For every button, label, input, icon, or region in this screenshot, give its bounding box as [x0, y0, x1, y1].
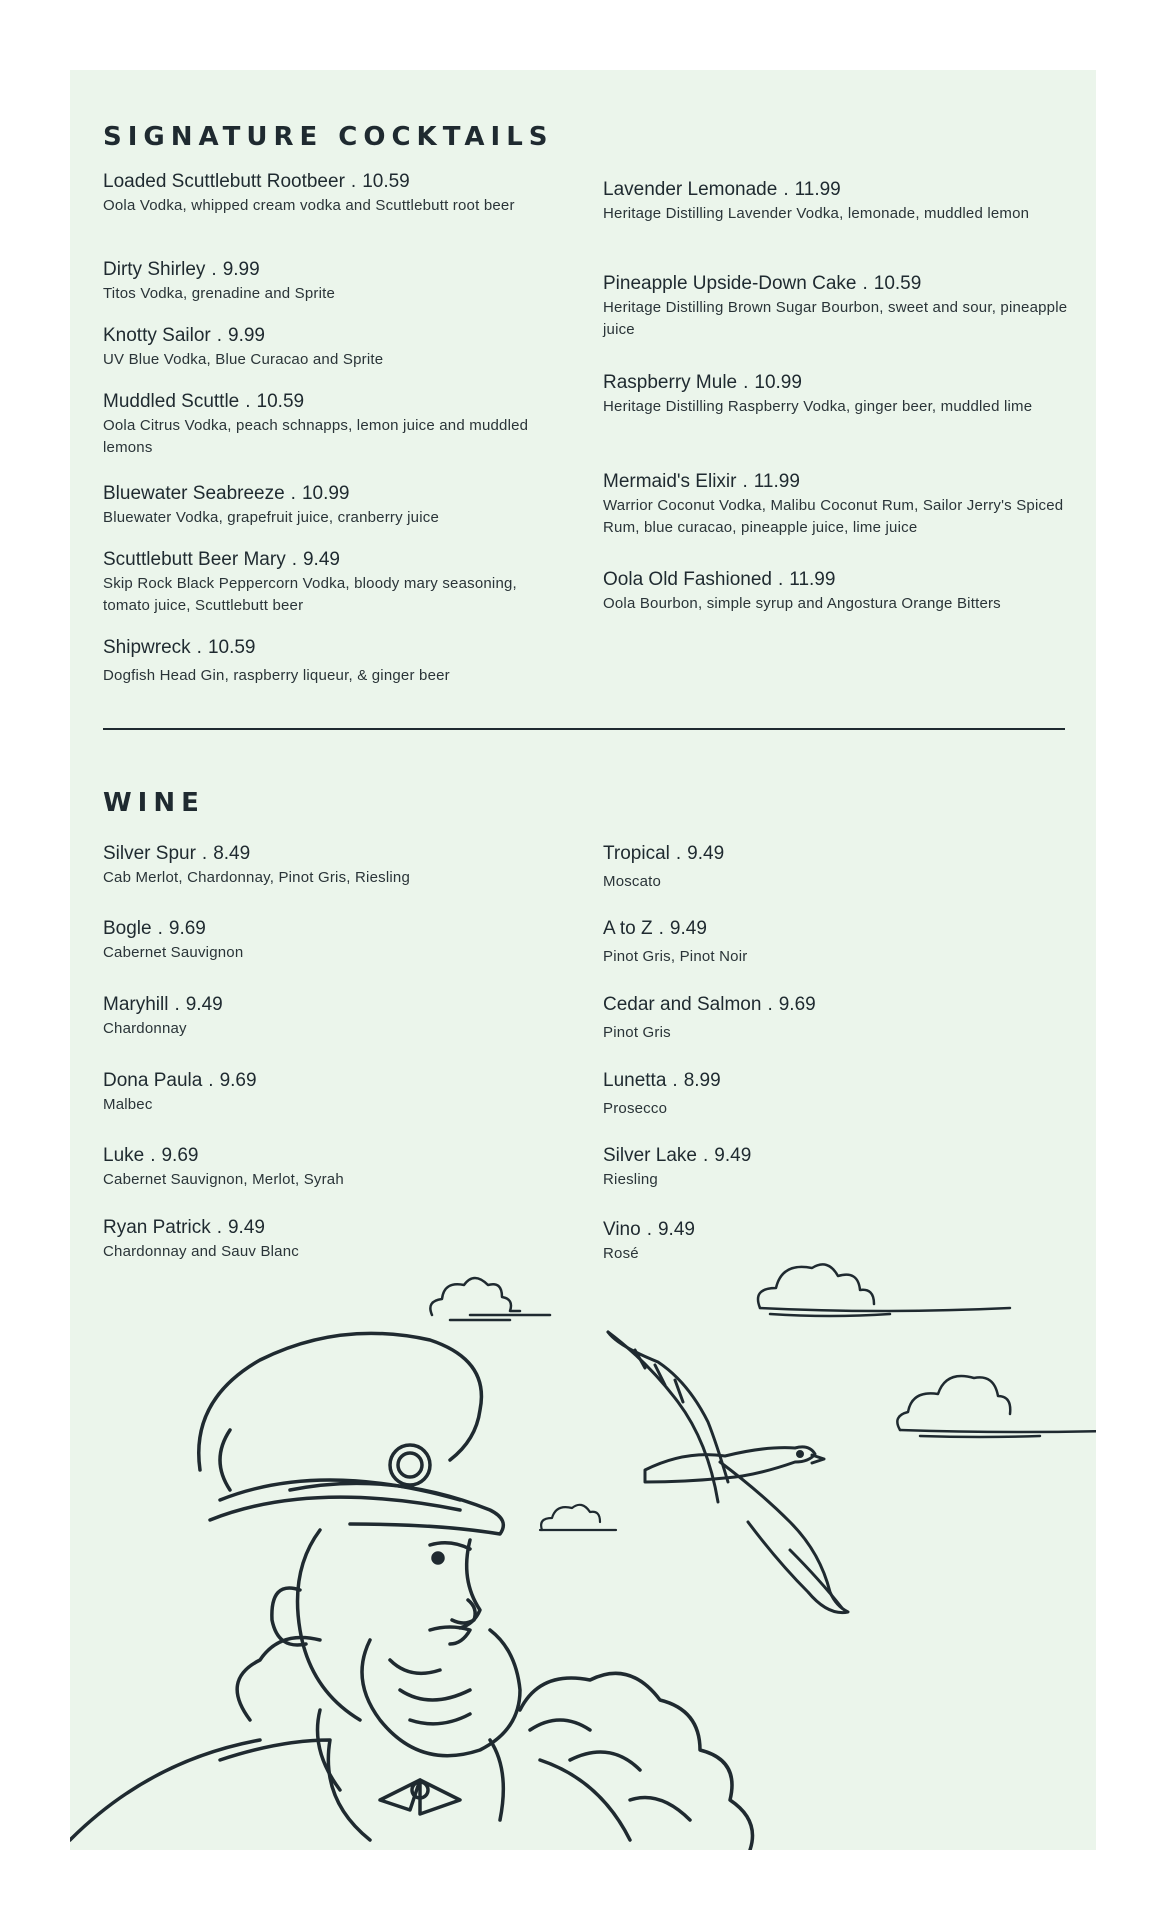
item-price: 11.99: [794, 179, 841, 200]
item-separator: .: [211, 259, 217, 280]
item-separator: .: [157, 918, 163, 939]
item-price: 9.49: [687, 843, 725, 864]
item-description: Cab Merlot, Chardonnay, Pinot Gris, Riesling: [103, 869, 410, 886]
item-separator: .: [742, 471, 748, 492]
item-price: 9.49: [227, 1217, 265, 1238]
item-separator: .: [646, 1219, 652, 1240]
cloud-icon: [540, 1505, 616, 1530]
menu-item: [103, 842, 543, 889]
item-name: Silver Lake: [603, 1145, 697, 1166]
item-description: Prosecco: [603, 1100, 668, 1117]
menu-item: [603, 1144, 1043, 1191]
section-divider: [103, 728, 1065, 730]
item-separator: .: [290, 483, 296, 504]
item-description: Heritage Distilling Lavender Vodka, lemonade, muddled lemon: [603, 205, 1030, 222]
item-separator: .: [216, 1217, 222, 1238]
item-separator: .: [216, 325, 223, 346]
menu-item: [103, 1069, 543, 1116]
item-name: Luke: [103, 1145, 145, 1166]
menu-item: [103, 917, 543, 964]
cloud-icon: [897, 1376, 1096, 1437]
item-separator: .: [672, 1070, 678, 1091]
item-description: Warrior Coconut Vodka, Malibu Coconut Rum, Sailor Jerry's Spiced Rum, blue curacao, pineapple juice, lime juice: [603, 497, 1064, 536]
item-description: Oola Citrus Vodka, peach schnapps, lemon juice and muddled lemons: [103, 417, 529, 456]
item-description: Titos Vodka, grenadine and Sprite: [103, 285, 336, 302]
item-description: Malbec: [103, 1096, 153, 1113]
item-description: Oola Vodka, whipped cream vodka and Scuttlebutt root beer: [103, 197, 515, 214]
item-separator: .: [201, 843, 208, 864]
menu-item: [103, 170, 543, 217]
item-separator: .: [675, 843, 682, 864]
cloud-icon: [758, 1264, 1010, 1316]
item-description: Heritage Distilling Brown Sugar Bourbon, sweet and sour, pineapple juice: [603, 299, 1068, 338]
item-separator: .: [174, 994, 180, 1015]
menu-item: [603, 993, 1043, 1044]
item-name: Scuttlebutt Beer Mary: [103, 549, 286, 570]
illustration: [70, 1240, 1096, 1850]
item-name: Shipwreck: [103, 637, 191, 658]
menu-item: [103, 324, 543, 371]
item-price: 10.59: [256, 391, 305, 412]
item-description: Riesling: [603, 1171, 658, 1188]
menu-item: [103, 548, 543, 617]
item-price: 9.69: [168, 918, 206, 939]
item-separator: .: [150, 1145, 156, 1166]
item-name: Vino: [603, 1219, 641, 1240]
item-price: 9.69: [219, 1070, 257, 1091]
item-name: Dirty Shirley: [103, 259, 206, 280]
item-separator: .: [703, 1145, 709, 1166]
item-price: 10.59: [207, 637, 256, 658]
sea-captain-icon: [70, 1333, 753, 1850]
menu-item: [103, 258, 543, 305]
item-price: 9.49: [657, 1219, 695, 1240]
item-name: Lunetta: [603, 1070, 667, 1091]
menu-item: [603, 842, 1043, 893]
item-description: Skip Rock Black Peppercorn Vodka, bloody mary seasoning, tomato juice, Scuttlebutt beer: [103, 575, 517, 614]
item-name: Muddled Scuttle: [103, 391, 240, 412]
wine-right-column: [603, 842, 1043, 1272]
item-name: Knotty Sailor: [103, 325, 211, 346]
item-separator: .: [291, 549, 297, 570]
cocktails-section-title: SIGNATURE COCKTAILS: [103, 122, 554, 152]
menu-item: [103, 993, 543, 1040]
menu-item: [603, 272, 1073, 341]
item-price: 9.49: [302, 549, 340, 570]
cocktails-left-column: [103, 170, 543, 690]
item-price: 10.59: [362, 171, 410, 192]
item-price: 8.99: [683, 1070, 721, 1091]
item-name: Dona Paula: [103, 1070, 203, 1091]
item-description: Heritage Distilling Raspberry Vodka, ginger beer, muddled lime: [603, 398, 1033, 415]
item-description: Oola Bourbon, simple syrup and Angostura Orange Bitters: [603, 595, 1001, 612]
item-description: UV Blue Vodka, Blue Curacao and Sprite: [103, 351, 384, 368]
item-price: 10.59: [873, 273, 922, 294]
item-separator: .: [778, 569, 784, 590]
wine-left-column: [103, 842, 543, 1272]
wine-section-title: WINE: [103, 788, 205, 818]
item-description: Cabernet Sauvignon: [103, 944, 244, 961]
item-price: 9.99: [222, 259, 260, 280]
item-description: Pinot Gris, Pinot Noir: [603, 948, 748, 965]
item-description: Chardonnay: [103, 1020, 187, 1037]
menu-item: [103, 636, 543, 687]
menu-item: [603, 371, 1073, 418]
item-name: Maryhill: [103, 994, 169, 1015]
item-description: Rosé: [603, 1245, 639, 1262]
item-price: 9.69: [778, 994, 816, 1015]
item-name: Bluewater Seabreeze: [103, 483, 285, 504]
item-name: Mermaid's Elixir: [603, 471, 737, 492]
item-name: Bogle: [103, 918, 152, 939]
item-name: Tropical: [603, 843, 670, 864]
menu-item: [603, 917, 1043, 968]
menu-item: [603, 568, 1073, 615]
item-name: Silver Spur: [103, 843, 196, 864]
item-separator: .: [783, 179, 789, 200]
item-price: 9.69: [161, 1145, 199, 1166]
item-price: 10.99: [754, 372, 802, 393]
item-name: Lavender Lemonade: [603, 179, 778, 200]
item-price: 11.99: [753, 471, 800, 492]
item-separator: .: [208, 1070, 214, 1091]
item-price: 9.49: [185, 994, 223, 1015]
item-separator: .: [658, 918, 664, 939]
item-name: A to Z: [603, 918, 653, 939]
menu-item: [103, 390, 543, 459]
item-price: 9.99: [228, 325, 265, 346]
item-price: 9.49: [669, 918, 707, 939]
item-separator: .: [350, 171, 357, 192]
item-price: 8.49: [213, 843, 251, 864]
item-separator: .: [743, 372, 749, 393]
menu-item: [603, 1069, 1043, 1120]
item-description: Moscato: [603, 873, 662, 890]
item-description: Pinot Gris: [603, 1024, 671, 1041]
menu-item: [103, 1144, 543, 1191]
item-separator: .: [245, 391, 251, 412]
item-name: Oola Old Fashioned: [603, 569, 772, 590]
cloud-icon: [430, 1278, 550, 1320]
item-description: Cabernet Sauvignon, Merlot, Syrah: [103, 1171, 344, 1188]
item-separator: .: [767, 994, 773, 1015]
item-separator: .: [862, 273, 868, 294]
item-price: 11.99: [789, 569, 836, 590]
menu-item: [603, 470, 1073, 539]
item-description: Chardonnay and Sauv Blanc: [103, 1243, 299, 1260]
item-separator: .: [196, 637, 202, 658]
item-description: Dogfish Head Gin, raspberry liqueur, & ginger beer: [103, 667, 450, 684]
item-name: Ryan Patrick: [103, 1217, 211, 1238]
menu-item: [603, 178, 1073, 225]
item-description: Bluewater Vodka, grapefruit juice, cranberry juice: [103, 509, 440, 526]
item-price: 9.49: [714, 1145, 752, 1166]
item-name: Pineapple Upside-Down Cake: [603, 273, 857, 294]
cocktails-right-column: [603, 178, 1068, 628]
item-name: Raspberry Mule: [603, 372, 738, 393]
item-name: Loaded Scuttlebutt Rootbeer: [103, 171, 345, 192]
menu-item: [103, 482, 543, 529]
item-name: Cedar and Salmon: [603, 994, 762, 1015]
item-price: 10.99: [301, 483, 350, 504]
seagull-icon: [608, 1332, 848, 1613]
